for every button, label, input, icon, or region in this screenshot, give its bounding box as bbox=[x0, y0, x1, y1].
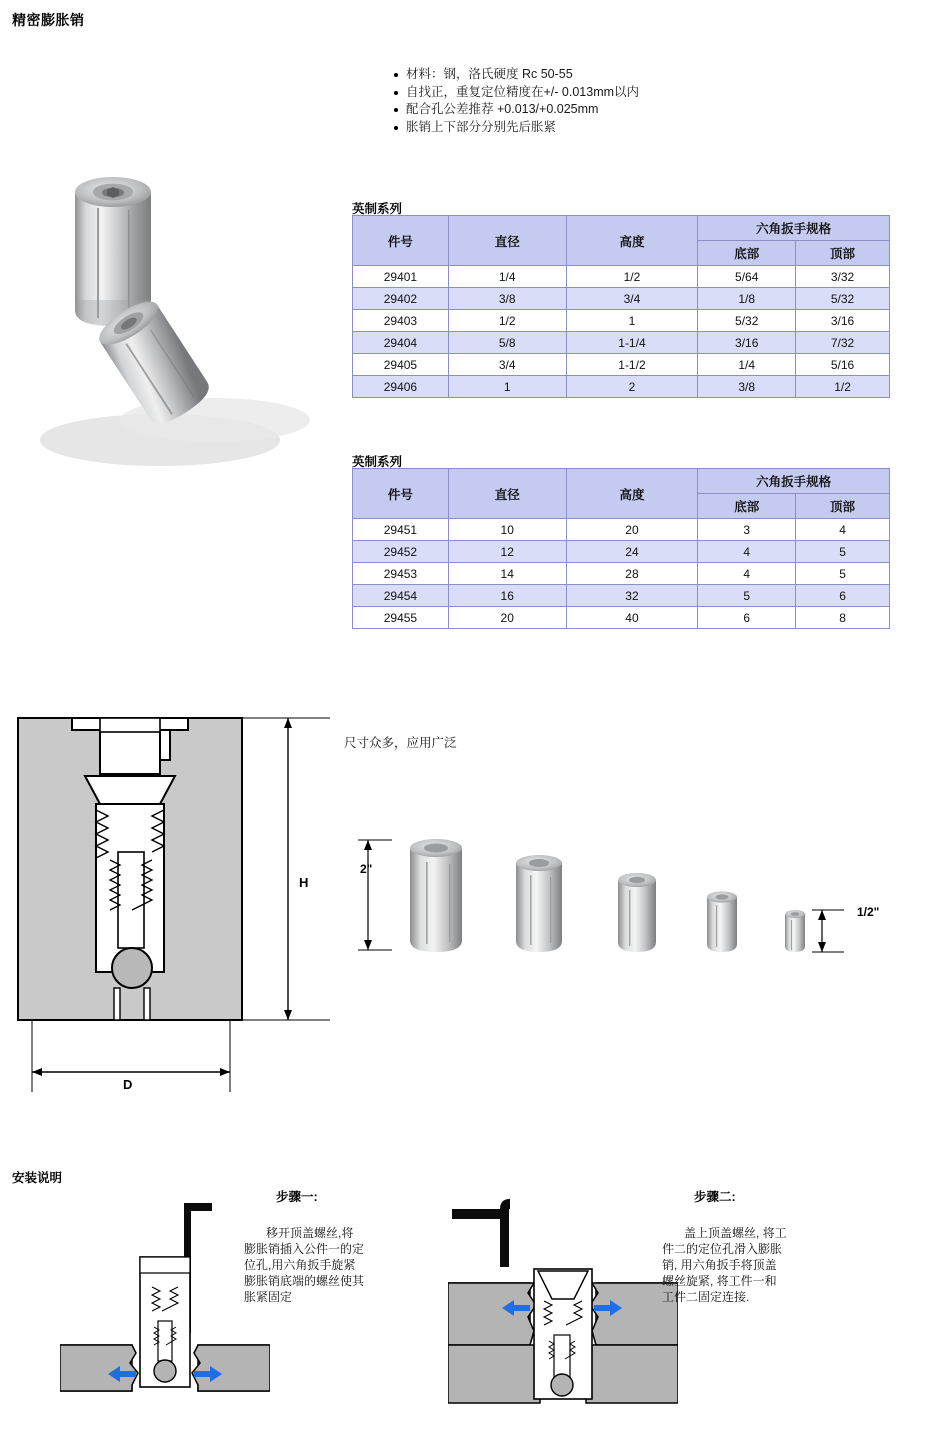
table-cell: 5/32 bbox=[698, 310, 796, 332]
table-cell: 29401 bbox=[353, 266, 449, 288]
table-cell: 1-1/4 bbox=[566, 332, 698, 354]
table-row bbox=[353, 607, 890, 629]
table-header-cell: 高度 bbox=[566, 216, 698, 266]
feature-bullet-list bbox=[378, 66, 639, 136]
table-cell: 28 bbox=[566, 563, 698, 585]
table-cell: 3/8 bbox=[448, 288, 566, 310]
metric-spec-table bbox=[352, 468, 890, 629]
table-cell: 4 bbox=[796, 519, 890, 541]
step1-text: 移开顶盖螺丝,将膨胀销插入公件一的定位孔,用六角扳手旋紧膨胀销底端的螺丝使其胀紧固定 bbox=[244, 1226, 365, 1304]
table-cell: 2 bbox=[566, 376, 698, 398]
table-cell: 5/64 bbox=[698, 266, 796, 288]
table-header-cell: 顶部 bbox=[796, 241, 890, 266]
table-cell: 3/16 bbox=[796, 310, 890, 332]
list-item: 胀销上下部分分别先后胀紧 bbox=[394, 119, 639, 136]
height-dimension-label: H bbox=[299, 875, 309, 890]
table-cell: 1/4 bbox=[448, 266, 566, 288]
table-cell: 29404 bbox=[353, 332, 449, 354]
table-cell: 1/2 bbox=[566, 266, 698, 288]
table-cell: 5/32 bbox=[796, 288, 890, 310]
step2-figure bbox=[448, 1195, 678, 1415]
step1-figure bbox=[60, 1195, 270, 1415]
table-row bbox=[353, 288, 890, 310]
table-cell: 3/32 bbox=[796, 266, 890, 288]
list-item: 材料：钢，洛氏硬度 Rc 50-55 bbox=[394, 66, 639, 83]
size-comparison-figure bbox=[352, 810, 892, 970]
table-cell: 29454 bbox=[353, 585, 449, 607]
table-row bbox=[353, 519, 890, 541]
table-cell: 5 bbox=[698, 585, 796, 607]
size-top-label: 2" bbox=[360, 862, 373, 876]
table-cell: 1/8 bbox=[698, 288, 796, 310]
list-item: 自找正，重复定位精度在+/- 0.013mm以内 bbox=[394, 84, 639, 101]
table-cell: 6 bbox=[796, 585, 890, 607]
table-row bbox=[353, 266, 890, 288]
step2-text: 盖上顶盖螺丝, 将工件二的定位孔滑入膨胀销, 用六角扳手将顶盖螺丝旋紧, 将工件一和工件二固定连接. bbox=[662, 1226, 787, 1304]
table-cell: 5/8 bbox=[448, 332, 566, 354]
table-cell: 1/4 bbox=[698, 354, 796, 376]
table-cell: 4 bbox=[698, 541, 796, 563]
inch-table-label: 英制系列 bbox=[352, 202, 403, 216]
table-cell: 1/2 bbox=[448, 310, 566, 332]
diameter-dimension-label: D bbox=[123, 1077, 133, 1092]
page-title: 精密膨胀销 bbox=[12, 12, 85, 28]
table-cell: 1 bbox=[448, 376, 566, 398]
table-cell: 29403 bbox=[353, 310, 449, 332]
sizes-caption: 尺寸众多，应用广泛 bbox=[344, 736, 457, 750]
table-header-cell: 高度 bbox=[566, 469, 698, 519]
table-cell: 6 bbox=[698, 607, 796, 629]
table-row bbox=[353, 563, 890, 585]
table-cell: 29402 bbox=[353, 288, 449, 310]
table-header-cell: 底部 bbox=[698, 494, 796, 519]
table-row bbox=[353, 376, 890, 398]
table-cell: 3/4 bbox=[448, 354, 566, 376]
table-header-cell: 件号 bbox=[353, 469, 449, 519]
table-cell: 1 bbox=[566, 310, 698, 332]
table-cell: 29451 bbox=[353, 519, 449, 541]
table-cell: 29455 bbox=[353, 607, 449, 629]
table-cell: 20 bbox=[566, 519, 698, 541]
table-cell: 12 bbox=[448, 541, 566, 563]
table-header-cell: 件号 bbox=[353, 216, 449, 266]
metric-table-label: 英制系列 bbox=[352, 455, 403, 469]
table-row bbox=[353, 332, 890, 354]
table-cell: 7/32 bbox=[796, 332, 890, 354]
table-cell: 16 bbox=[448, 585, 566, 607]
step2-title: 步骤二: bbox=[694, 1190, 736, 1204]
table-cell: 1/2 bbox=[796, 376, 890, 398]
table-group-header: 六角扳手规格 bbox=[698, 216, 890, 241]
table-cell: 29406 bbox=[353, 376, 449, 398]
table-cell: 14 bbox=[448, 563, 566, 585]
cross-section-diagram bbox=[10, 700, 350, 1120]
inch-spec-table bbox=[352, 215, 890, 398]
table-cell: 5 bbox=[796, 541, 890, 563]
table-cell: 20 bbox=[448, 607, 566, 629]
table-cell: 29453 bbox=[353, 563, 449, 585]
product-photo bbox=[40, 140, 340, 470]
table-cell: 8 bbox=[796, 607, 890, 629]
table-row bbox=[353, 585, 890, 607]
table-cell: 1-1/2 bbox=[566, 354, 698, 376]
table-cell: 32 bbox=[566, 585, 698, 607]
table-cell: 10 bbox=[448, 519, 566, 541]
table-cell: 5 bbox=[796, 563, 890, 585]
table-row bbox=[353, 354, 890, 376]
table-header-cell: 直径 bbox=[448, 469, 566, 519]
size-bottom-label: 1/2" bbox=[857, 905, 880, 919]
table-header-cell: 直径 bbox=[448, 216, 566, 266]
table-row bbox=[353, 310, 890, 332]
table-cell: 5/16 bbox=[796, 354, 890, 376]
table-cell: 3/16 bbox=[698, 332, 796, 354]
table-header-cell: 顶部 bbox=[796, 494, 890, 519]
table-group-header: 六角扳手规格 bbox=[698, 469, 890, 494]
table-cell: 3/4 bbox=[566, 288, 698, 310]
table-cell: 29452 bbox=[353, 541, 449, 563]
install-section-title: 安装说明 bbox=[12, 1171, 63, 1185]
table-row bbox=[353, 541, 890, 563]
table-cell: 3/8 bbox=[698, 376, 796, 398]
table-header-cell: 底部 bbox=[698, 241, 796, 266]
step1-title: 步骤一: bbox=[276, 1190, 318, 1204]
list-item: 配合孔公差推荐 +0.013/+0.025mm bbox=[394, 101, 639, 118]
table-cell: 3 bbox=[698, 519, 796, 541]
table-cell: 40 bbox=[566, 607, 698, 629]
table-cell: 24 bbox=[566, 541, 698, 563]
table-cell: 4 bbox=[698, 563, 796, 585]
table-cell: 29405 bbox=[353, 354, 449, 376]
